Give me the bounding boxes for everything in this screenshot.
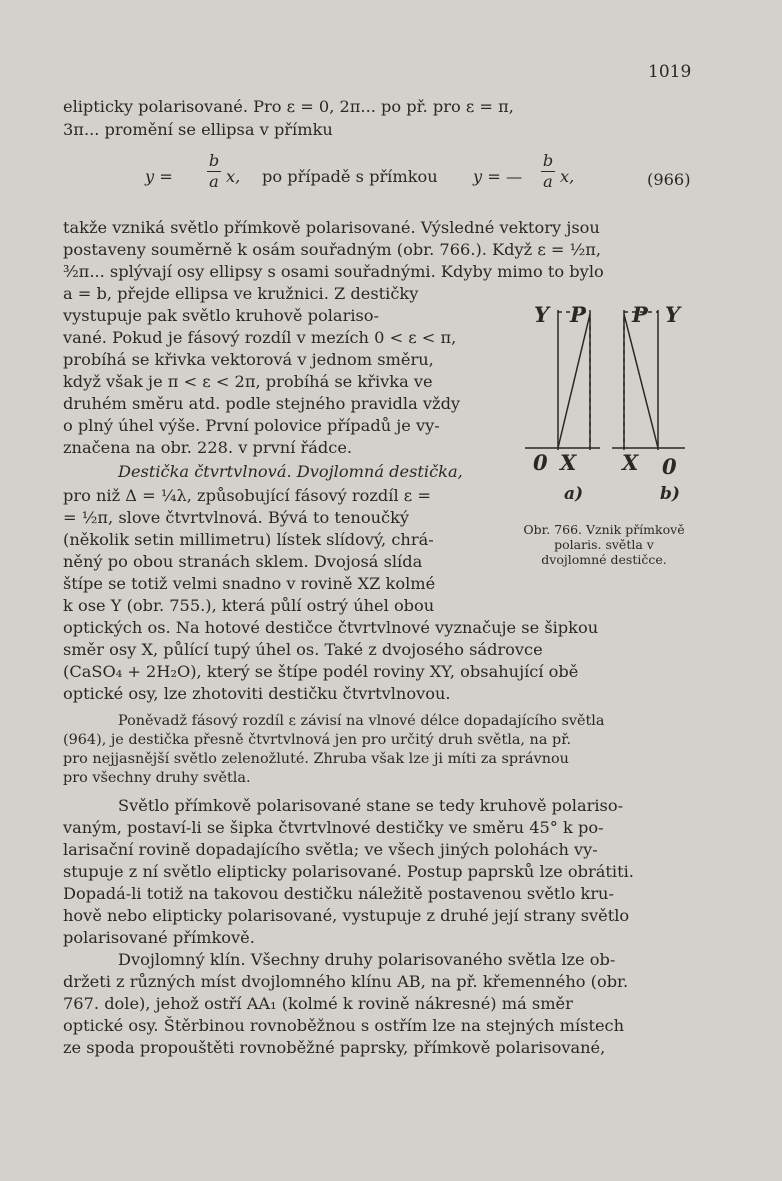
eq-y: y = <box>145 167 173 186</box>
text-line: Světlo přímkově polarisované stane se tedy kruhově polariso- <box>118 796 624 815</box>
note-line: pro nejjasnější světlo zelenožluté. Zhruba však lze ji míti za správnou <box>63 751 569 767</box>
vector-right-1 <box>624 314 658 448</box>
label-p-left: P <box>570 302 586 327</box>
label-y-right: Y <box>665 302 680 327</box>
label-a: a) <box>564 484 584 504</box>
eq-frac1-num: b <box>208 151 220 170</box>
label-x-left: X <box>560 450 577 475</box>
text-line: Dopadá-li totiž na takovou destičku náležitě postavenou světlo kru- <box>63 884 614 903</box>
eq-frac2-num: b <box>542 151 554 170</box>
text-line: k ose Y (obr. 755.), která půlí ostrý úhel obou <box>63 596 435 615</box>
equation-966 <box>0 150 782 206</box>
eq-frac1-den: a <box>209 172 219 191</box>
eq-middle-text: po případě s přímkou <box>262 167 438 186</box>
figure-caption: Obr. 766. Vznik přímkově polaris. světla v dvojlomné destičce. <box>523 522 685 567</box>
eq-fraction-1 <box>207 152 221 191</box>
text-line: o plný úhel výše. První polovice případů je vy- <box>63 416 440 435</box>
text-line: larisační rovině dopadajícího světla; ve všech jiných polohách vy- <box>63 840 598 859</box>
text-line: stupuje z ní světlo elipticky polarisované. Postup paprsků lze obrátiti. <box>63 862 634 881</box>
text-line: = ½π, slove čtvrtvlnová. Bývá to tenoučký <box>63 508 410 527</box>
text-line: 767. dole), jehož ostří AA₁ (kolmé k rovině nákresné) má směr <box>63 994 573 1013</box>
label-o-left: 0 <box>533 450 548 475</box>
text-line: optických os. Na hotové destičce čtvrtvlnové vyznačuje se šipkou <box>63 618 599 637</box>
eq-frac2-den: a <box>543 172 553 191</box>
text-line: ze spoda propouštěti rovnoběžné paprsky, přímkově polarisované, <box>63 1038 606 1057</box>
eq-y2: y = — <box>473 167 523 186</box>
text-line: probíhá se křivka vektorová v jednom směru, <box>63 350 434 369</box>
text-line: vané. Pokud je fásový rozdíl v mezích 0 < ε < π, <box>63 328 457 347</box>
note-line: Poněvadž fásový rozdíl ε závisí na vlnové délce dopadajícího světla <box>118 713 605 729</box>
text-line: pro niž Δ = ¼λ, způsobující fásový rozdíl ε = <box>63 486 431 505</box>
text-line: takže vzniká světlo přímkově polarisované. Výsledné vektory jsou <box>63 218 600 237</box>
eq-x1: x, <box>226 167 241 186</box>
text-line: když však je π < ε < 2π, probíhá se křivka ve <box>63 372 433 391</box>
note-line: (964), je destička přesně čtvrtvlnová jen pro určitý druh světla, na př. <box>63 732 572 748</box>
vector-left-1 <box>558 314 590 448</box>
eq-fraction-2 <box>541 152 555 191</box>
label-p-right: P <box>632 302 648 327</box>
label-x-right: X <box>622 450 639 475</box>
text-line: polarisované přímkově. <box>63 928 255 947</box>
text-line: Dvojlomný klín. Všechny druhy polarisovaného světla lze ob- <box>118 950 616 969</box>
text-line: (CaSO₄ + 2H₂O), který se štípe podél roviny XY, obsahující obě <box>63 662 579 681</box>
text-line: elipticky polarisované. Pro ε = 0, 2π... po př. pro ε = π, <box>63 97 514 116</box>
text-line: optické osy, lze zhotoviti destičku čtvrtvlnovou. <box>63 684 451 703</box>
text-line: postaveny souměrně k osám souřadným (obr. 766.). Když ε = ½π, <box>63 240 602 259</box>
text-line: vystupuje pak světlo kruhově polariso- <box>63 306 380 325</box>
label-o-right: 0 <box>662 454 677 479</box>
text-line: druhém směru atd. podle stejného pravidla vždy <box>63 394 461 413</box>
text-line: držeti z různých míst dvojlomného klínu AB, na př. křemenného (obr. <box>63 972 629 991</box>
text-line: štípe se totiž velmi snadno v rovině XZ kolmé <box>63 574 436 593</box>
text-line: a = b, přejde ellipsa ve kružnici. Z destičky <box>63 284 419 303</box>
text-line: značena na obr. 228. v první řádce. <box>63 438 353 457</box>
text-line: něný po obou stranách sklem. Dvojosá slída <box>63 552 423 571</box>
text-line: Destička čtvrtvlnová. Dvojlomná destička, <box>118 462 463 481</box>
text-line: směr osy X, půlící tupý úhel os. Také z dvojosého sádrovce <box>63 640 543 659</box>
text-line: optické osy. Štěrbinou rovnoběžnou s ostřím lze na stejných místech <box>63 1016 625 1035</box>
text-line: ³⁄₂π... splývají osy ellipsy s osami souřadnými. Kdyby mimo to bylo <box>63 262 604 281</box>
figure-766 <box>520 300 690 516</box>
eq-x2: x, <box>560 167 575 186</box>
text-line: hově nebo elipticky polarisované, vystupuje z druhé její strany světlo <box>63 906 630 925</box>
eq-number: (966) <box>647 170 691 189</box>
page-number: 1019 <box>648 62 692 82</box>
text-line: (několik setin millimetru) lístek slídový, chrá- <box>63 530 434 549</box>
text-line: vaným, postaví-li se šipka čtvrtvlnové destičky ve směru 45° k po- <box>63 818 604 837</box>
text-line: 3π... promění se ellipsa v přímku <box>63 120 333 139</box>
label-b: b) <box>660 484 680 504</box>
note-line: pro všechny druhy světla. <box>63 770 251 786</box>
label-y-left: Y <box>534 302 549 327</box>
